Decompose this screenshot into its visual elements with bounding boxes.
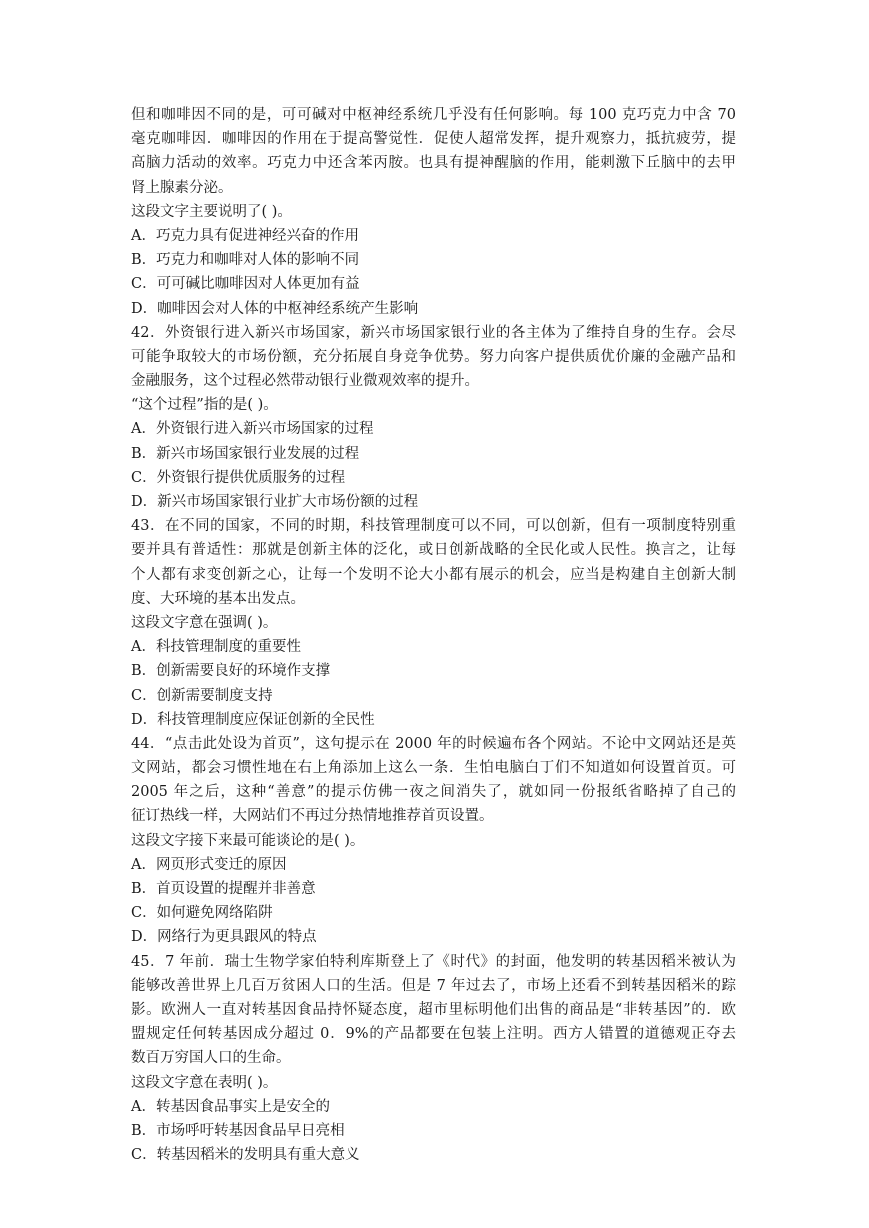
- option-c: C．创新需要制度支持: [131, 687, 273, 704]
- passage-line: 2005 年之后，这种“善意”的提示仿佛一夜之间消失了，就如同一份报纸省略掉了自己的: [131, 784, 736, 801]
- question-stem: 这段文字意在表明( )。: [131, 1074, 278, 1091]
- option-c: C．外资银行提供优质服务的过程: [131, 469, 346, 486]
- question-stem: 这段文字接下来最可能谈论的是( )。: [131, 832, 365, 849]
- document-content: [131, 103, 736, 1167]
- option-d: D．新兴市场国家银行业扩大市场份额的过程: [131, 494, 419, 510]
- passage-line: 数百万穷国人口的生命。: [131, 1050, 291, 1067]
- question-stem: 这段文字意在强调( )。: [131, 614, 278, 631]
- question-block-42: [131, 321, 736, 515]
- question-block-45: [131, 950, 736, 1168]
- passage-line: 高脑力活动的效率。巧克力中还含苯丙胺。也具有提神醒脑的作用，能刺激下丘脑中的去甲: [131, 155, 736, 172]
- passage-line: 度、大环境的基本出发点。: [131, 590, 305, 607]
- passage-line: 43．在不同的国家，不同的时期，科技管理制度可以不同，可以创新，但有一项制度特别重: [131, 518, 736, 535]
- option-d: D．网络行为更具跟风的特点: [131, 929, 317, 946]
- passage-line: 影。欧洲人一直对转基因食品持怀疑态度，超市里标明他们出售的商品是“非转基因”的．欧: [131, 1001, 736, 1018]
- option-b: B．巧克力和咖啡对人体的影响不同: [131, 252, 360, 269]
- passage-line: 盟规定任何转基因成分超过 0．9%的产品都要在包装上注明。西方人错置的道德观正夺去: [131, 1026, 736, 1043]
- option-d: D．科技管理制度应保证创新的全民性: [131, 711, 375, 728]
- question-stem: “这个过程”指的是( )。: [131, 397, 278, 414]
- option-b: B．创新需要良好的环境作支撑: [131, 663, 331, 680]
- option-c: C．可可碱比咖啡因对人体更加有益: [131, 276, 360, 293]
- option-c: C．如何避免网络陷阱: [131, 905, 273, 922]
- passage-line: 文网站，都会习惯性地在右上角添加上这么一条．生怕电脑白丁们不知道如何设置首页。可: [131, 760, 736, 777]
- passage-line: 45．7 年前．瑞士生物学家伯特利库斯登上了《时代》的封面，他发明的转基因稻米被认为: [131, 953, 736, 970]
- option-a: A．网页形式变迁的原因: [131, 856, 287, 873]
- option-d: D．咖啡因会对人体的中枢神经系统产生影响: [131, 300, 419, 317]
- passage-line: 44．“点击此处设为首页”，这句提示在 2000 年的时候遍布各个网站。不论中文网站还是英: [131, 735, 736, 752]
- passage-line: 肾上腺素分泌。: [131, 179, 233, 196]
- question-block-43: [131, 514, 736, 732]
- question-block-44: [131, 732, 736, 950]
- option-a: A．巧克力具有促进神经兴奋的作用: [131, 227, 359, 244]
- passage-line: 但和咖啡因不同的是，可可碱对中枢神经系统几乎没有任何影响。每 100 克巧克力中含 70: [131, 107, 736, 123]
- passage-line: 征订热线一样，大网站们不再过分热情地推荐首页设置。: [131, 808, 494, 825]
- option-b: B．市场呼吁转基因食品早日亮相: [131, 1122, 345, 1139]
- passage-line: 个人都有求变创新之心，让每一个发明不论大小都有展示的机会，应当是构建自主创新大制: [131, 566, 736, 583]
- passage-line: 金融服务，这个过程必然带动银行业微观效率的提升。: [131, 373, 479, 390]
- option-a: A．外资银行进入新兴市场国家的过程: [131, 421, 374, 438]
- option-b: B．新兴市场国家银行业发展的过程: [131, 445, 360, 462]
- option-a: A．转基因食品事实上是安全的: [131, 1098, 330, 1115]
- option-b: B．首页设置的提醒并非善意: [131, 881, 316, 897]
- question-block-41: [131, 103, 736, 321]
- passage-line: 42．外资银行进入新兴市场国家，新兴市场国家银行业的各主体为了维持自身的生存。会尽: [131, 324, 736, 341]
- passage-line: 可能争取较大的市场份额，充分拓展自身竞争优势。努力向客户提供质优价廉的金融产品和: [131, 348, 736, 365]
- option-c: C．转基因稻米的发明具有重大意义: [131, 1147, 360, 1164]
- passage-line: 要并具有普适性：那就是创新主体的泛化，或日创新战略的全民化或人民性。换言之，让每: [131, 542, 736, 559]
- question-stem: 这段文字主要说明了( )。: [131, 203, 292, 220]
- passage-line: 毫克咖啡因．咖啡因的作用在于提高警觉性．促使人超常发挥，提升观察力，抵抗疲劳，提: [131, 131, 736, 148]
- option-a: A．科技管理制度的重要性: [131, 639, 301, 656]
- passage-line: 能够改善世界上几百万贫困人口的生活。但是 7 年过去了，市场上还看不到转基因稻米的踪: [131, 977, 736, 994]
